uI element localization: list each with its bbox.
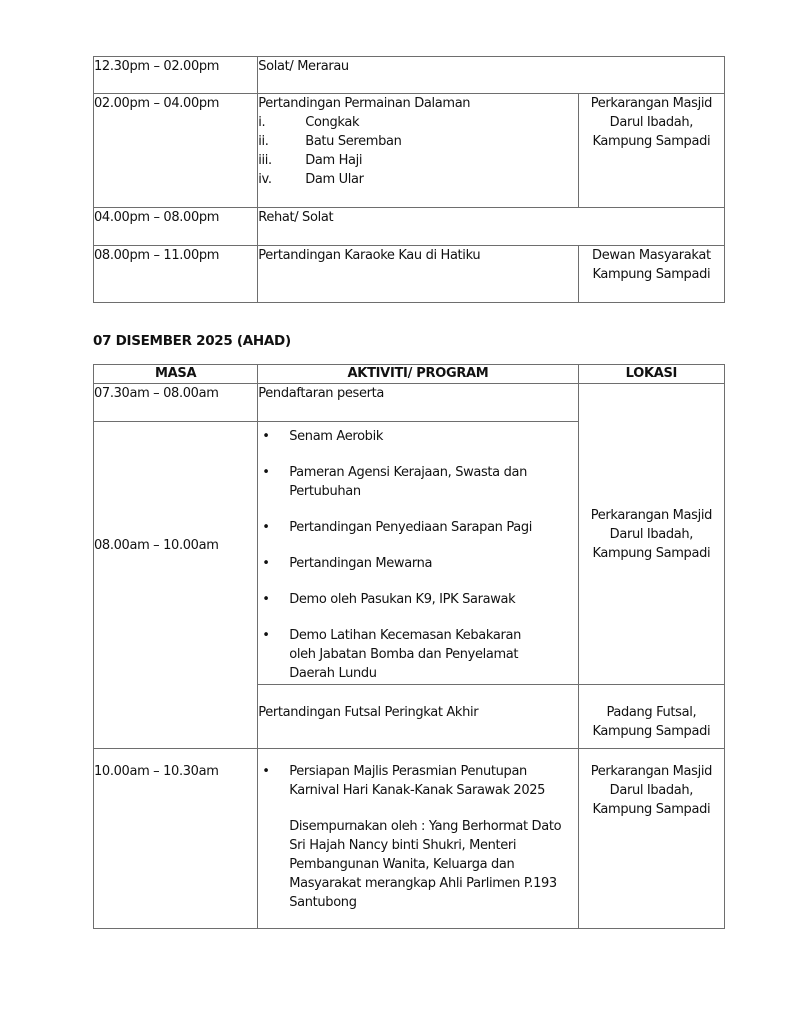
officiated-by-note: Disempurnakan oleh : Yang Berhormat Dato Sri Hajah Nancy binti Shukri, Menteri Pembangunan Wanita, Keluarga dan Masyarakat merangkap Ahli Parlimen P.193 Santubong xyxy=(289,819,562,910)
activity-cell: Rehat/ Solat xyxy=(258,208,725,246)
time-cell: 10.00am – 10.30am xyxy=(94,749,258,929)
activity-cell xyxy=(258,94,579,208)
schedule-table-sunday xyxy=(93,364,725,929)
list-label: Congkak xyxy=(305,115,360,130)
time-cell: 07.30am – 08.00am xyxy=(94,384,258,422)
list-number: iii. xyxy=(258,153,272,168)
list-item: • Senam Aerobik xyxy=(258,427,578,446)
list-item: • Pertandingan Mewarna xyxy=(258,554,578,573)
time-label: 08.00am – 10.00am xyxy=(94,537,219,553)
list-item: • Demo oleh Pasukan K9, IPK Sarawak xyxy=(258,590,578,609)
location-cell: Dewan Masyarakat Kampung Sampadi xyxy=(578,246,724,303)
location-cell: Perkarangan Masjid Darul Ibadah, Kampung Sampadi xyxy=(578,749,724,929)
activity-cell: Pendaftaran peserta xyxy=(258,384,579,422)
time-cell: 04.00pm – 08.00pm xyxy=(94,208,258,246)
table-row xyxy=(94,94,725,208)
location-cell: Padang Futsal, Kampung Sampadi xyxy=(578,685,724,749)
list-item xyxy=(258,113,578,132)
list-item: • Persiapan Majlis Perasmian Penutupan Karnival Hari Kanak-Kanak Sarawak 2025 xyxy=(258,762,578,800)
header-lokasi: LOKASI xyxy=(578,365,724,384)
table-row xyxy=(94,384,725,422)
list-label: Dam Ular xyxy=(305,172,364,187)
list-item xyxy=(258,170,578,189)
location-cell: Perkarangan Masjid Darul Ibadah, Kampung Sampadi xyxy=(578,384,724,685)
list-number: iv. xyxy=(258,172,272,187)
time-cell: 08.00pm – 11.00pm xyxy=(94,246,258,303)
table-header-row xyxy=(94,365,725,384)
activity-cell: Pertandingan Futsal Peringkat Akhir xyxy=(258,685,579,749)
list-label: Dam Haji xyxy=(305,153,363,168)
header-masa: MASA xyxy=(94,365,258,384)
time-cell: 02.00pm – 04.00pm xyxy=(94,94,258,208)
activity-cell xyxy=(258,749,579,929)
list-item xyxy=(258,132,578,151)
location-cell: Perkarangan Masjid Darul Ibadah, Kampung Sampadi xyxy=(578,94,724,208)
schedule-table-previous-day xyxy=(93,56,725,303)
list-item: • Demo Latihan Kecemasan Kebakaran oleh Jabatan Bomba dan Penyelamat Daerah Lundu xyxy=(258,626,578,683)
activity-cell xyxy=(258,422,579,685)
activity-title: Pertandingan Permainan Dalaman xyxy=(258,96,471,111)
time-cell xyxy=(94,422,258,749)
list-number: i. xyxy=(258,115,266,130)
list-item xyxy=(258,151,578,170)
header-aktiviti: AKTIVITI/ PROGRAM xyxy=(258,365,579,384)
time-cell: 12.30pm – 02.00pm xyxy=(94,57,258,94)
list-item: • Pameran Agensi Kerajaan, Swasta dan Pertubuhan xyxy=(258,463,578,501)
table-row xyxy=(94,57,725,94)
list-item: • Pertandingan Penyediaan Sarapan Pagi xyxy=(258,518,578,537)
table-row xyxy=(94,208,725,246)
activity-cell: Pertandingan Karaoke Kau di Hatiku xyxy=(258,246,579,303)
list-label: Batu Seremban xyxy=(305,134,402,149)
table-row xyxy=(94,246,725,303)
table-row xyxy=(94,749,725,929)
day-heading: 07 DISEMBER 2025 (AHAD) xyxy=(93,333,291,349)
activity-cell: Solat/ Merarau xyxy=(258,57,725,94)
list-number: ii. xyxy=(258,134,269,149)
